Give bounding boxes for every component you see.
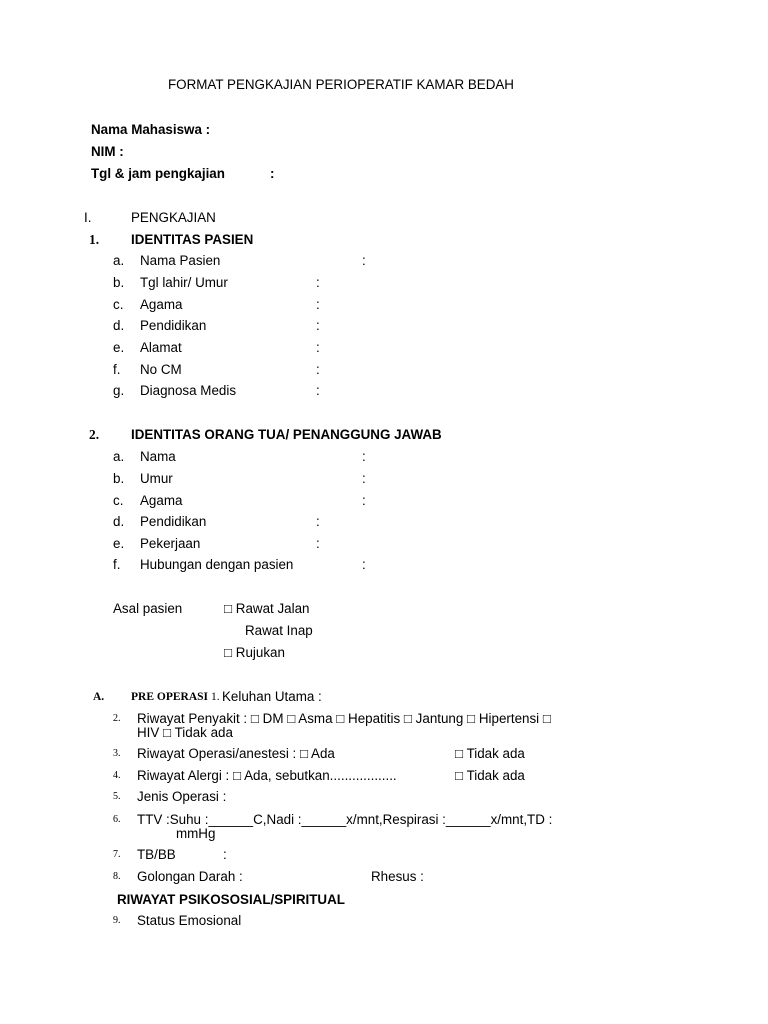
list-item-label: Umur [140, 471, 173, 486]
subsection-number: 2. [89, 427, 100, 442]
list-item-label: Pendidikan [140, 514, 207, 529]
list-item-label: Pendidikan [140, 318, 207, 333]
list-item-label: Nama [140, 449, 176, 464]
list-item-letter: d. [113, 514, 125, 529]
ttv-line: TTV :Suhu :______C,Nadi :______x/mnt,Respirasi :______x/mnt,TD : [137, 812, 553, 827]
list-item-letter: e. [113, 536, 125, 551]
list-item-label: Agama [140, 297, 183, 312]
pre-operasi-letter: A. [93, 691, 105, 703]
riwayat-operasi-label: Riwayat Operasi/anestesi : □ Ada [137, 746, 335, 761]
tb-bb-colon: : [223, 847, 227, 862]
list-item-colon: : [362, 449, 366, 464]
status-emosional-label: Status Emosional [137, 913, 242, 928]
list-item-colon: : [316, 297, 320, 312]
keluhan-number: 1. [211, 691, 220, 703]
list-item-colon: : [362, 493, 366, 508]
list-item-colon: : [362, 253, 366, 268]
list-item-colon: : [316, 340, 320, 355]
riwayat-penyakit-line-2: HIV □ Tidak ada [137, 725, 233, 740]
list-item-label: Hubungan dengan pasien [140, 557, 294, 572]
list-item-colon: : [362, 557, 366, 572]
document-title: FORMAT PENGKAJIAN PERIOPERATIF KAMAR BEDAH [168, 77, 514, 92]
list-item-letter: c. [113, 493, 124, 508]
list-item-number: 3. [113, 748, 121, 759]
keluhan-utama-label: Keluhan Utama : [222, 689, 322, 704]
list-item-colon: : [316, 275, 320, 290]
list-item-label: Nama Pasien [140, 253, 221, 268]
golongan-darah-label: Golongan Darah : [137, 869, 243, 884]
list-item-label: Alamat [140, 340, 182, 355]
list-item-letter: b. [113, 275, 125, 290]
list-item-letter: a. [113, 449, 125, 464]
rawat-jalan-checkbox[interactable]: □ Rawat Jalan [224, 601, 310, 616]
list-item-letter: e. [113, 340, 125, 355]
list-item-label: Agama [140, 493, 183, 508]
pre-operasi-label: PRE OPERASI [131, 691, 208, 703]
subsection-heading: IDENTITAS PASIEN [131, 232, 254, 247]
list-item-number: 8. [113, 871, 121, 882]
rujukan-checkbox[interactable]: □ Rujukan [224, 645, 285, 660]
nama-mahasiswa-field: Nama Mahasiswa : [91, 122, 211, 137]
riwayat-alergi-tidak-ada[interactable]: □ Tidak ada [455, 768, 525, 783]
rawat-inap-option[interactable]: Rawat Inap [245, 623, 313, 638]
list-item-number: 7. [113, 849, 121, 860]
subsection-number: 1. [89, 232, 100, 247]
list-item-letter: f. [113, 362, 121, 377]
list-item-colon: : [316, 536, 320, 551]
list-item-letter: g. [113, 383, 125, 398]
tgl-jam-colon: : [270, 166, 275, 181]
list-item-colon: : [362, 471, 366, 486]
tgl-jam-label: Tgl & jam pengkajian [91, 166, 225, 181]
list-item-colon: : [316, 383, 320, 398]
list-item-label: Diagnosa Medis [140, 383, 237, 398]
list-item-number: 5. [113, 791, 121, 802]
list-item-number: 6. [113, 814, 121, 825]
list-item-letter: d. [113, 318, 125, 333]
list-item-colon: : [316, 514, 320, 529]
list-item-number: 2. [113, 713, 121, 724]
list-item-letter: a. [113, 253, 125, 268]
subsection-heading: IDENTITAS ORANG TUA/ PENANGGUNG JAWAB [131, 427, 442, 442]
riwayat-alergi-label: Riwayat Alergi : □ Ada, sebutkan.................. [137, 768, 397, 783]
list-item-letter: f. [113, 557, 121, 572]
list-item-label: No CM [140, 362, 182, 377]
riwayat-operasi-tidak-ada[interactable]: □ Tidak ada [455, 746, 525, 761]
list-item-number: 4. [113, 770, 121, 781]
list-item-label: Tgl lahir/ Umur [140, 275, 228, 290]
list-item-label: Pekerjaan [140, 536, 201, 551]
list-item-colon: : [316, 362, 320, 377]
ttv-line-2: mmHg [176, 826, 216, 841]
list-item-colon: : [316, 318, 320, 333]
nim-field: NIM : [91, 144, 124, 159]
section-number: I. [84, 210, 92, 225]
section-heading: PENGKAJIAN [131, 210, 216, 225]
list-item-number: 9. [113, 915, 121, 926]
asal-pasien-label: Asal pasien [113, 601, 183, 616]
tb-bb-label: TB/BB [137, 847, 176, 862]
jenis-operasi-label: Jenis Operasi : [137, 789, 227, 804]
psikososial-heading: RIWAYAT PSIKOSOSIAL/SPIRITUAL [117, 892, 345, 907]
rhesus-label: Rhesus : [371, 869, 424, 884]
riwayat-penyakit-line: Riwayat Penyakit : □ DM □ Asma □ Hepatitis □ Jantung □ Hipertensi □ [137, 711, 551, 726]
list-item-letter: c. [113, 297, 124, 312]
list-item-letter: b. [113, 471, 125, 486]
